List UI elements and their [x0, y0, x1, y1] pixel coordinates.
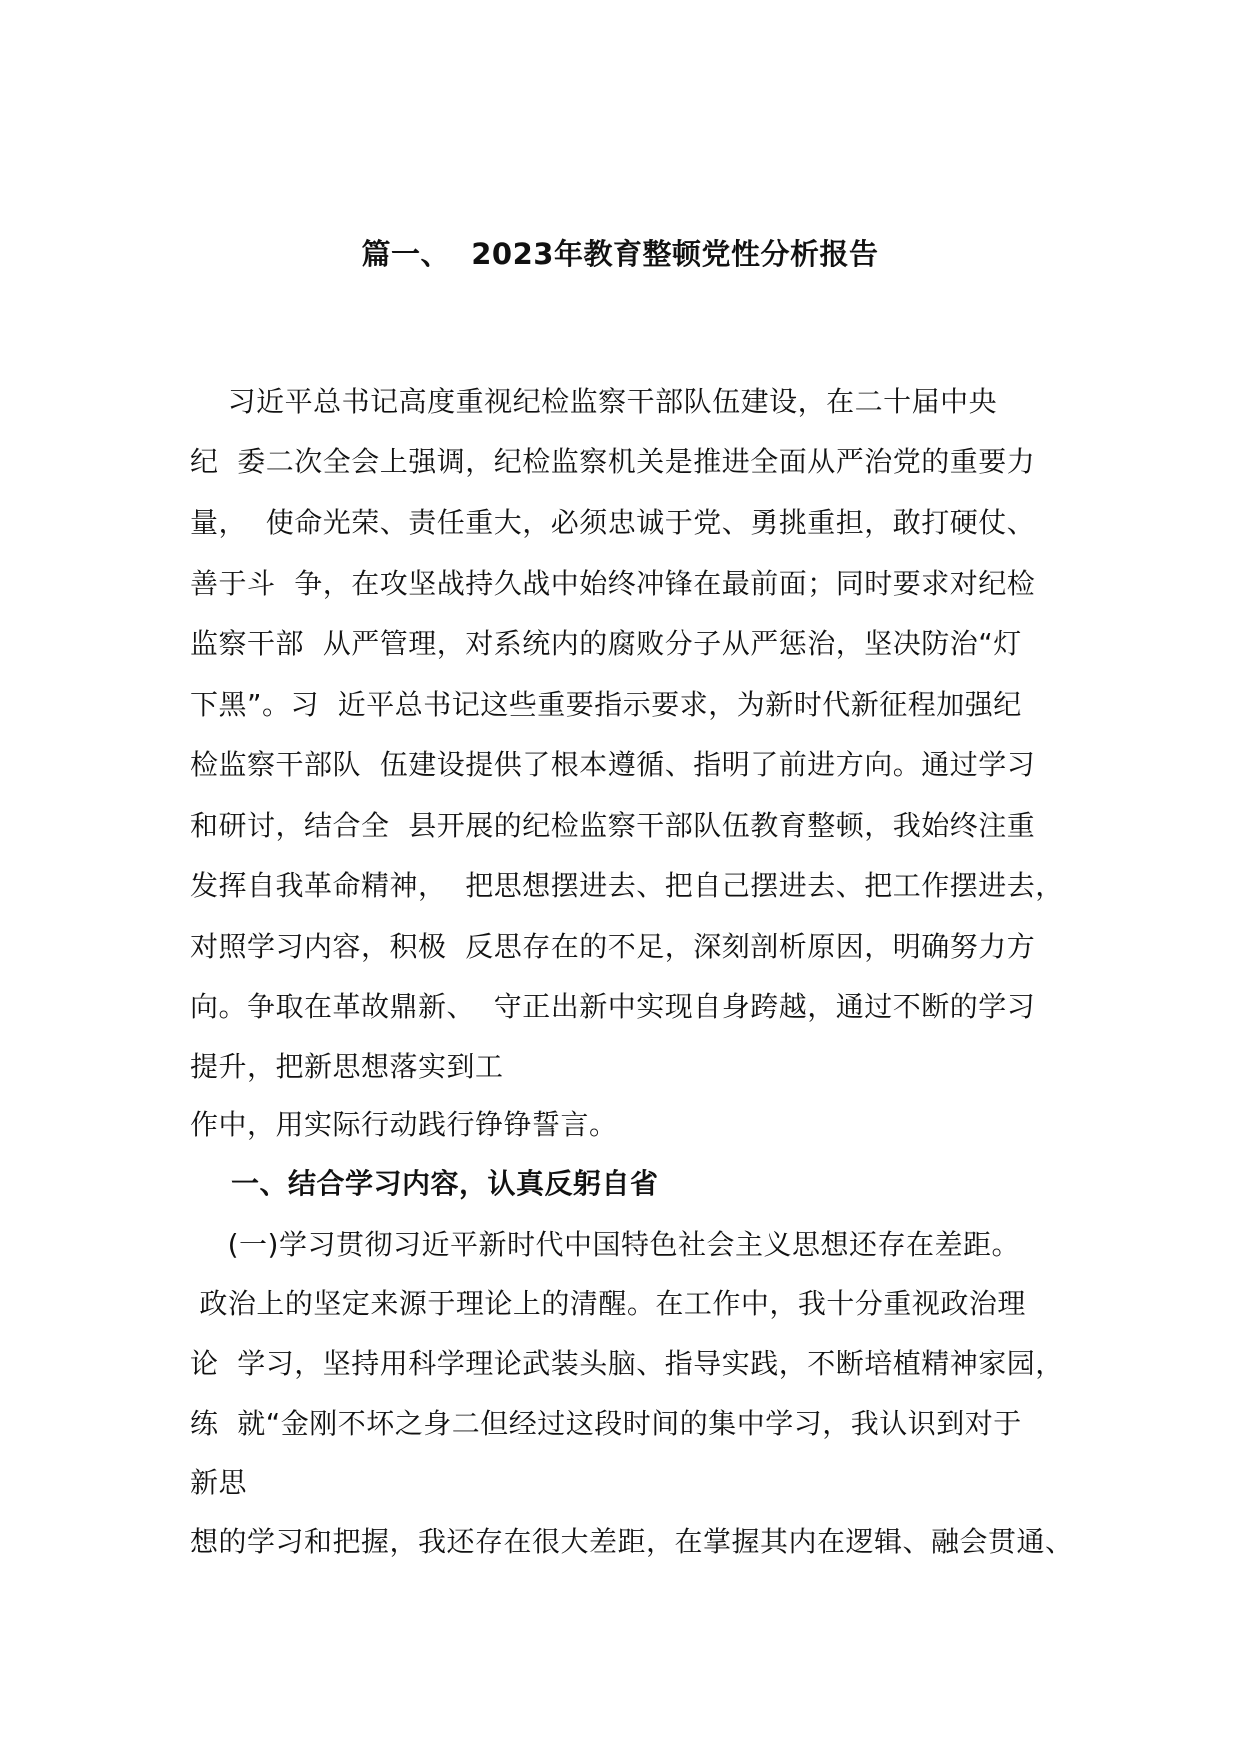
- body-line-6: 下黑”。习 近平总书记这些重要指示要求，为新时代新征程加强纪: [190, 688, 1022, 721]
- body-line-17: 论 学习，坚持用科学理论武装头脑、指导实践，不断培植精神家园，: [190, 1347, 1064, 1380]
- body-line-15: (一)学习贯彻习近平新时代中国特色社会主义思想还存在差距。: [190, 1228, 1020, 1261]
- body-line-12: 提升，把新思想落实到工: [190, 1050, 504, 1083]
- body-line-18: 练 就“金刚不坏之身二但经过这段时间的集中学习，我认识到对于: [190, 1407, 1022, 1440]
- body-line-20: 想的学习和把握，我还存在很大差距，在掌握其内在逻辑、融会贯通、: [190, 1525, 1074, 1558]
- document-title: 篇一、 2023年教育整顿党性分析报告: [361, 237, 879, 271]
- body-line-19: 新思: [190, 1466, 248, 1499]
- body-line-11: 向。争取在革故鼎新、 守正出新中实现自身跨越，通过不断的学习: [190, 990, 1036, 1023]
- body-line-5: 监察干部 从严管理，对系统内的腐败分子从严惩治，坚决防治“灯: [190, 627, 1022, 660]
- body-line-1: 习近平总书记高度重视纪检监察干部队伍建设，在二十届中央: [190, 385, 998, 418]
- section-heading: 一、结合学习内容，认真反躬自省: [190, 1167, 659, 1200]
- body-line-3: 量， 使命光荣、责任重大，必须忠诚于党、勇挑重担，敢打硬仗、: [190, 506, 1036, 539]
- body-line-10: 对照学习内容，积极 反思存在的不足，深刻剖析原因，明确努力方: [190, 930, 1036, 963]
- body-line-4: 善于斗 争，在攻坚战持久战中始终冲锋在最前面；同时要求对纪检: [190, 567, 1036, 600]
- body-line-16: 政治上的坚定来源于理论上的清醒。在工作中，我十分重视政治理: [190, 1287, 1026, 1320]
- body-line-8: 和研讨，结合全 县开展的纪检监察干部队伍教育整顿，我始终注重: [190, 809, 1036, 842]
- body-line-7: 检监察干部队 伍建设提供了根本遵循、指明了前进方向。通过学习: [190, 748, 1036, 781]
- body-line-13: 作中，用实际行动践行铮铮誓言。: [190, 1108, 618, 1141]
- body-line-9: 发挥自我革命精神， 把思想摆进去、把自己摆进去、把工作摆进去，: [190, 869, 1064, 902]
- body-line-2: 纪 委二次全会上强调，纪检监察机关是推进全面从严治党的重要力: [190, 445, 1036, 478]
